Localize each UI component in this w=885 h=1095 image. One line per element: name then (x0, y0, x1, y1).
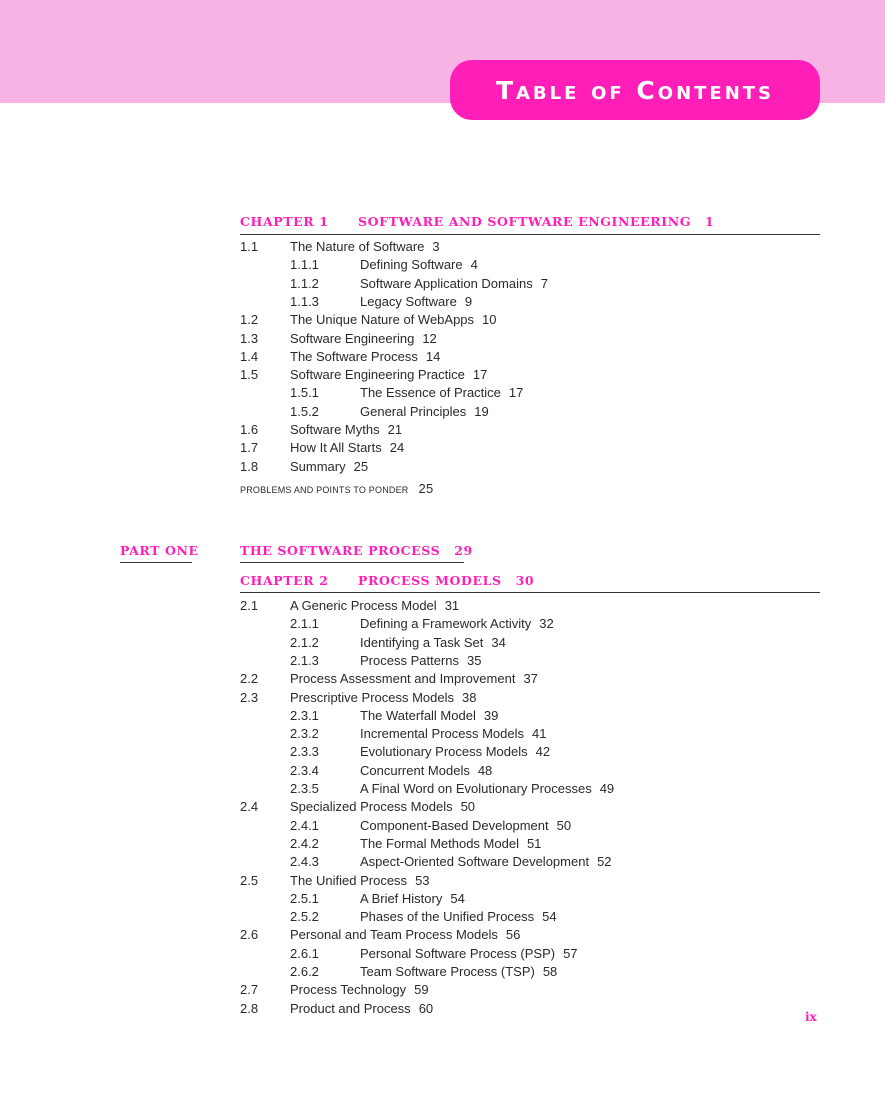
toc-entry-page: 42 (535, 744, 551, 760)
toc-entry-text: The Unified Process (290, 872, 408, 888)
toc-entry-title (360, 909, 557, 925)
toc-entry[interactable] (240, 294, 820, 310)
toc-entry[interactable] (240, 653, 820, 669)
toc-entry-number: 2.6.1 (290, 945, 319, 961)
toc-entry-number: 1.4 (240, 348, 259, 364)
toc-entry-number: 2.5 (240, 872, 259, 888)
part1-label[interactable]: PART ONE (120, 543, 199, 558)
toc-entry-page: 53 (415, 872, 430, 888)
toc-entry-text: The Software Process (290, 348, 418, 364)
toc-entry-text: Defining a Framework Activity (360, 616, 532, 632)
chapter2-page: 30 (515, 573, 535, 588)
toc-entry-title (290, 367, 487, 383)
toc-entry-page: 14 (425, 348, 441, 364)
toc-entry-page: 19 (474, 403, 489, 419)
toc-entry[interactable] (240, 385, 820, 401)
toc-entry-number: 1.3 (240, 330, 259, 346)
toc-entry[interactable] (240, 616, 820, 632)
toc-entry-text: Personal and Team Process Models (290, 927, 498, 943)
toc-entry-number: 2.7 (240, 982, 259, 998)
toc-entry-page: 9 (464, 293, 473, 309)
toc-entry[interactable] (240, 964, 820, 980)
toc-entry-title (290, 1001, 433, 1017)
toc-entry-title (290, 690, 476, 706)
chapter2-label[interactable]: CHAPTER 2 (240, 573, 329, 588)
toc-entry[interactable] (240, 331, 820, 347)
toc-entry-title (290, 598, 459, 614)
toc-entry-page: 17 (508, 385, 524, 401)
toc-entry-text: Software Engineering Practice (290, 367, 465, 383)
toc-entry[interactable] (240, 635, 820, 651)
toc-entry-title (360, 781, 614, 797)
toc-entry-title (360, 726, 546, 742)
chapter2-heading[interactable] (358, 573, 534, 588)
toc-entry-page: 51 (526, 835, 542, 851)
toc-entry-title (290, 927, 520, 943)
toc-entry-number: 1.1.1 (290, 257, 319, 273)
toc-entry[interactable] (240, 818, 820, 834)
toc-entry-page: 58 (542, 964, 558, 979)
toc-entry[interactable] (240, 257, 820, 273)
toc-entry[interactable] (240, 873, 820, 889)
toc-entry-title (290, 982, 429, 998)
toc-entry-text: Personal Software Process (PSP) (360, 945, 556, 961)
toc-entry-title (360, 616, 554, 632)
toc-title-banner (450, 60, 820, 120)
toc-entry[interactable] (240, 598, 820, 614)
toc-entry-number: 2.5.1 (290, 890, 319, 906)
toc-entry[interactable] (240, 799, 820, 815)
toc-entry[interactable] (240, 927, 820, 943)
chapter2-title: PROCESS MODELS (358, 573, 502, 588)
chapter1-rule (240, 234, 820, 235)
toc-entry-text: Phases of the Unified Process (360, 909, 535, 925)
toc-entry-text: Prescriptive Process Models (290, 689, 454, 705)
toc-entry-title (290, 331, 437, 347)
toc-entry-number: 1.5.2 (290, 403, 319, 419)
toc-entry-number: 2.8 (240, 1000, 259, 1016)
toc-entry[interactable] (240, 1001, 820, 1017)
toc-entry-text: Legacy Software (360, 293, 457, 309)
toc-entry-page: 54 (542, 909, 557, 925)
toc-entry-number: 1.2 (240, 312, 259, 328)
chapter1-title: SOFTWARE AND SOFTWARE ENGINEERING (358, 214, 692, 229)
toc-entry-page: 37 (523, 671, 538, 687)
toc-entry-text: The Nature of Software (290, 239, 425, 254)
toc-entry-text: Team Software Process (TSP) (360, 964, 535, 979)
toc-entry[interactable] (240, 422, 820, 438)
part1-title-rule (240, 562, 464, 563)
toc-entry[interactable] (240, 671, 820, 687)
toc-entry-page: 32 (539, 616, 554, 632)
toc-entry-page: 25 (353, 458, 369, 474)
toc-entry-page: 21 (387, 422, 403, 437)
toc-entry-title (360, 818, 571, 834)
toc-entry-page: 60 (418, 1000, 434, 1016)
toc-entry-page: 24 (389, 440, 405, 456)
toc-entry-number: 2.3.3 (290, 744, 319, 760)
toc-entry-title (360, 276, 548, 292)
toc-entry-text: Process Technology (290, 982, 407, 998)
toc-entry-title (290, 239, 440, 255)
problems-entry[interactable] (240, 481, 433, 496)
toc-entry[interactable] (240, 854, 820, 870)
toc-entry-title (360, 946, 578, 962)
problems-label: PROBLEMS AND POINTS TO PONDER (240, 485, 409, 495)
toc-entry[interactable] (240, 763, 820, 779)
toc-entry[interactable] (240, 459, 820, 475)
toc-entry-page: 31 (444, 598, 460, 613)
part1-label-rule (120, 562, 192, 563)
toc-entry[interactable] (240, 708, 820, 724)
toc-entry[interactable] (240, 781, 820, 797)
toc-entry-text: A Generic Process Model (290, 598, 437, 613)
toc-entry[interactable] (240, 982, 820, 998)
toc-entry-page: 54 (450, 890, 465, 906)
toc-entry-title (290, 349, 440, 365)
toc-entry-text: Component-Based Development (360, 817, 549, 833)
toc-entry-page: 50 (460, 799, 476, 815)
toc-entry-text: Identifying a Task Set (360, 634, 484, 650)
toc-entry-title (290, 422, 402, 438)
toc-entry-text: Software Application Domains (360, 275, 533, 291)
toc-entry-number: 1.1 (240, 239, 259, 254)
toc-entry-title (290, 799, 475, 815)
toc-entry[interactable] (240, 836, 820, 852)
toc-entry-page: 7 (540, 275, 548, 291)
toc-entry-number: 2.3.1 (290, 707, 319, 723)
toc-entry-number: 1.5 (240, 367, 259, 383)
toc-entry[interactable] (240, 404, 820, 420)
toc-entry-number: 1.5.1 (290, 385, 319, 401)
toc-entry-number: 2.4 (240, 799, 259, 815)
toc-entry-text: Incremental Process Models (360, 726, 525, 742)
toc-entry-title (360, 891, 465, 907)
toc-entry-number: 1.1.2 (290, 275, 319, 291)
toc-entry-number: 2.5.2 (290, 909, 319, 925)
toc-entry-title (360, 854, 612, 870)
toc-entry-number: 2.3.2 (290, 726, 319, 742)
toc-entry-text: Process Patterns (360, 652, 459, 668)
toc-entry-number: 2.2 (240, 671, 259, 687)
toc-entry-number: 2.6 (240, 927, 259, 943)
toc-entry[interactable] (240, 744, 820, 760)
toc-entry[interactable] (240, 690, 820, 706)
toc-entry-text: Process Assessment and Improvement (290, 671, 516, 687)
toc-entry-text: The Unique Nature of WebApps (290, 312, 475, 328)
toc-entry-text: How It All Starts (290, 440, 382, 456)
toc-entry-title (360, 744, 550, 760)
toc-entry-text: A Final Word on Evolutionary Processes (360, 781, 592, 796)
toc-entry-text: Product and Process (290, 1000, 411, 1016)
toc-entry-title (360, 964, 557, 980)
toc-entry-page: 10 (482, 312, 497, 328)
toc-entry-title (360, 294, 472, 310)
toc-entry-title (360, 635, 506, 651)
toc-entry-page: 17 (472, 367, 488, 383)
toc-entry-page: 52 (597, 854, 612, 870)
toc-entry-page: 57 (563, 945, 578, 961)
toc-entry-title (360, 385, 523, 401)
toc-entry-number: 2.4.2 (290, 835, 319, 851)
toc-entry-title (290, 440, 404, 456)
toc-entry-page: 3 (432, 239, 440, 254)
toc-entry-number: 2.3 (240, 689, 259, 705)
toc-entry-text: A Brief History (360, 890, 443, 906)
toc-entry-page: 41 (532, 726, 547, 742)
toc-entry[interactable] (240, 349, 820, 365)
toc-entry-text: Evolutionary Process Models (360, 744, 528, 760)
toc-entry-text: Concurrent Models (360, 762, 470, 778)
toc-entry-page: 59 (414, 982, 429, 998)
page-title: Table of Contents (495, 75, 775, 105)
part1-heading[interactable] (240, 543, 473, 558)
toc-entry-number: 2.1.3 (290, 652, 319, 668)
chapter1-label[interactable]: CHAPTER 1 (240, 214, 329, 229)
toc-entry[interactable] (240, 440, 820, 456)
problems-page: 25 (418, 481, 434, 496)
toc-entry-title (360, 836, 541, 852)
toc-entry[interactable] (240, 909, 820, 925)
toc-entry[interactable] (240, 891, 820, 907)
toc-entry-number: 2.1 (240, 598, 259, 613)
toc-entry[interactable] (240, 239, 820, 255)
toc-entry-number: 2.6.2 (290, 964, 319, 979)
toc-entry[interactable] (240, 946, 820, 962)
toc-entry-number: 2.4.3 (290, 854, 319, 870)
toc-entry-page: 39 (483, 707, 499, 723)
chapter1-heading[interactable] (358, 214, 714, 229)
toc-entry-page: 35 (467, 652, 482, 668)
toc-entry-page: 56 (505, 927, 521, 943)
toc-entry-text: Aspect-Oriented Software Development (360, 854, 590, 870)
page-number: ix (805, 1010, 817, 1024)
toc-entry-number: 2.4.1 (290, 817, 319, 833)
toc-entry-text: The Formal Methods Model (360, 835, 519, 851)
toc-entry-text: Software Myths (290, 422, 380, 437)
toc-entry-title (360, 653, 481, 669)
toc-entry-title (360, 763, 492, 779)
toc-entry-number: 1.7 (240, 440, 259, 456)
toc-entry-title (360, 257, 478, 273)
toc-entry-text: Summary (290, 458, 346, 474)
toc-entry-number: 1.8 (240, 458, 259, 474)
toc-entry-number: 1.6 (240, 422, 259, 437)
toc-entry-title (290, 459, 368, 475)
toc-entry-text: Specialized Process Models (290, 799, 453, 815)
toc-entry[interactable] (240, 312, 820, 328)
toc-entry[interactable] (240, 276, 820, 292)
toc-entry-number: 2.3.4 (290, 762, 319, 778)
chapter2-rule (240, 592, 820, 593)
toc-entry-number: 2.1.2 (290, 634, 319, 650)
chapter1-page: 1 (705, 214, 715, 229)
toc-entry-page: 49 (599, 781, 615, 796)
toc-entry-text: Defining Software (360, 257, 463, 273)
toc-entry-number: 2.3.5 (290, 781, 319, 796)
part1-title: THE SOFTWARE PROCESS (240, 543, 441, 558)
toc-entry-title (360, 708, 498, 724)
part1-page: 29 (454, 543, 473, 558)
toc-entry-text: The Waterfall Model (360, 707, 476, 723)
toc-entry-number: 2.1.1 (290, 616, 319, 632)
toc-entry-title (290, 671, 538, 687)
toc-entry-page: 50 (556, 817, 572, 833)
toc-entry[interactable] (240, 726, 820, 742)
toc-entry-page: 48 (477, 762, 493, 778)
toc-entry-title (360, 404, 489, 420)
toc-entry-text: Software Engineering (290, 330, 415, 346)
toc-entry-title (290, 873, 430, 889)
toc-entry-page: 38 (462, 689, 477, 705)
toc-entry-page: 4 (470, 257, 478, 273)
toc-entry-number: 1.1.3 (290, 293, 319, 309)
toc-entry-text: General Principles (360, 403, 467, 419)
toc-entry-title (290, 312, 497, 328)
toc-entry-page: 34 (491, 634, 506, 650)
toc-entry-text: The Essence of Practice (360, 385, 501, 401)
toc-entry[interactable] (240, 367, 820, 383)
toc-entry-page: 12 (422, 330, 437, 346)
